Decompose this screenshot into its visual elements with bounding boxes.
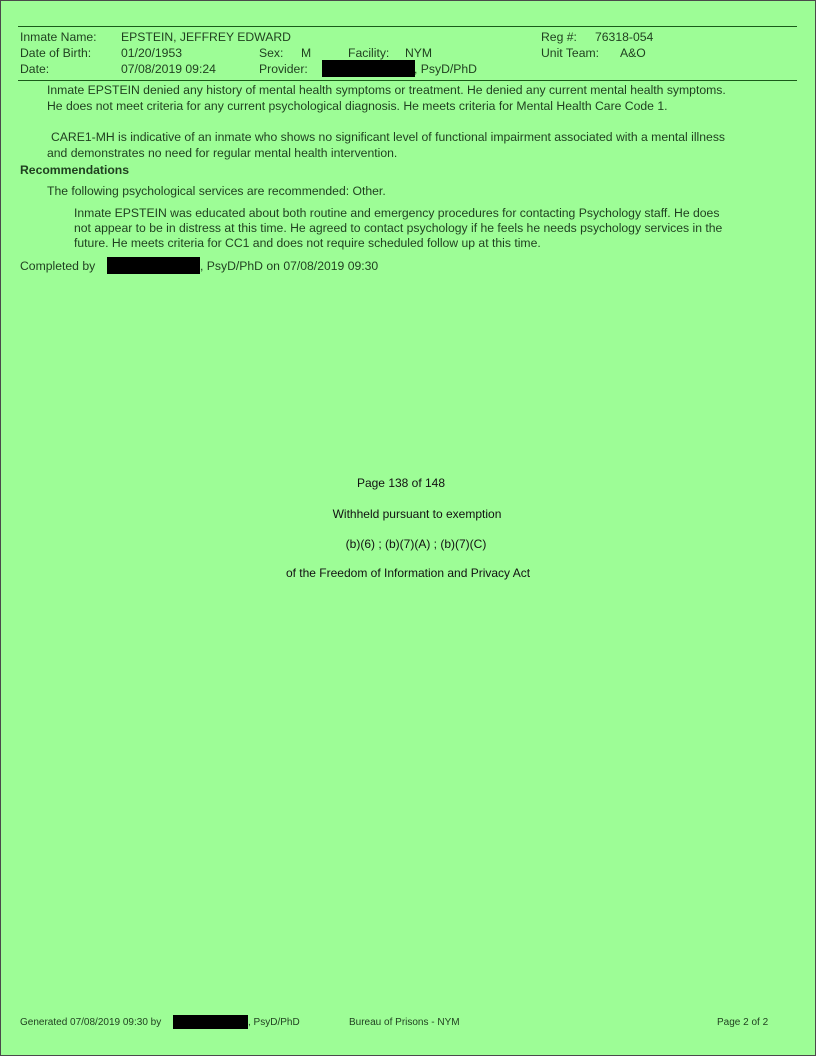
- completed-by-redaction: [107, 257, 200, 274]
- recommendations-heading: Recommendations: [20, 163, 130, 177]
- sex-value: M: [301, 46, 312, 60]
- provider-suffix: , PsyD/PhD: [414, 62, 477, 76]
- dob-value: 01/20/1953: [121, 46, 182, 60]
- assessment-line-1: Inmate EPSTEIN denied any history of mental health symptoms or treatment. He denied any current mental health symptoms.: [47, 83, 726, 97]
- completed-by-suffix: , PsyD/PhD on 07/08/2019 09:30: [200, 259, 379, 273]
- facility-value: NYM: [405, 46, 433, 60]
- footer-generated-suffix: , PsyD/PhD: [248, 1017, 300, 1028]
- care-code-line-1: CARE1-MH is indicative of an inmate who shows no significant level of functional impairment associated with a mental illness: [51, 130, 726, 144]
- inmate-name-value: EPSTEIN, JEFFREY EDWARD: [121, 30, 291, 44]
- completed-by-prefix: Completed by: [20, 259, 96, 273]
- footer-page-number: Page 2 of 2: [717, 1017, 769, 1028]
- services-line: The following psychological services are recommended: Other.: [47, 184, 386, 198]
- reg-value: 76318-054: [595, 30, 654, 44]
- unit-team-label: Unit Team:: [541, 46, 600, 60]
- recommendation-line-2: not appear to be in distress at this time. He agreed to contact psychology if he feels he needs psychology services in the: [74, 221, 723, 235]
- sex-label: Sex:: [259, 46, 284, 60]
- header-bottom-rule: [18, 80, 797, 81]
- assessment-line-2: He does not meet criteria for any current psychological diagnosis. He meets criteria for Mental Health Care Code 1.: [47, 99, 668, 113]
- reg-label: Reg #:: [541, 30, 577, 44]
- footer-generated-prefix: Generated 07/08/2019 09:30 by: [20, 1017, 162, 1028]
- provider-label: Provider:: [259, 62, 308, 76]
- foia-act-text: of the Freedom of Information and Privacy Act: [285, 566, 531, 580]
- inmate-name-label: Inmate Name:: [20, 30, 97, 44]
- recommendation-line-3: future. He meets criteria for CC1 and does not require scheduled follow up at this time.: [74, 236, 541, 250]
- date-label: Date:: [20, 62, 50, 76]
- facility-label: Facility:: [348, 46, 390, 60]
- header-top-rule: [18, 26, 797, 27]
- footer-redaction: [173, 1015, 248, 1029]
- footer-bureau: Bureau of Prisons - NYM: [349, 1017, 460, 1028]
- foia-exemptions: (b)(6) ; (b)(7)(A) ; (b)(7)(C): [345, 537, 487, 551]
- foia-page-count: Page 138 of 148: [356, 476, 446, 490]
- dob-label: Date of Birth:: [20, 46, 92, 60]
- unit-team-value: A&O: [620, 46, 646, 60]
- provider-redaction: [322, 60, 415, 77]
- date-value: 07/08/2019 09:24: [121, 62, 216, 76]
- recommendation-line-1: Inmate EPSTEIN was educated about both routine and emergency procedures for contacting Psychology staff. He does: [74, 206, 720, 220]
- foia-withheld-text: Withheld pursuant to exemption: [332, 507, 502, 521]
- care-code-line-2: and demonstrates no need for regular mental health intervention.: [47, 146, 398, 160]
